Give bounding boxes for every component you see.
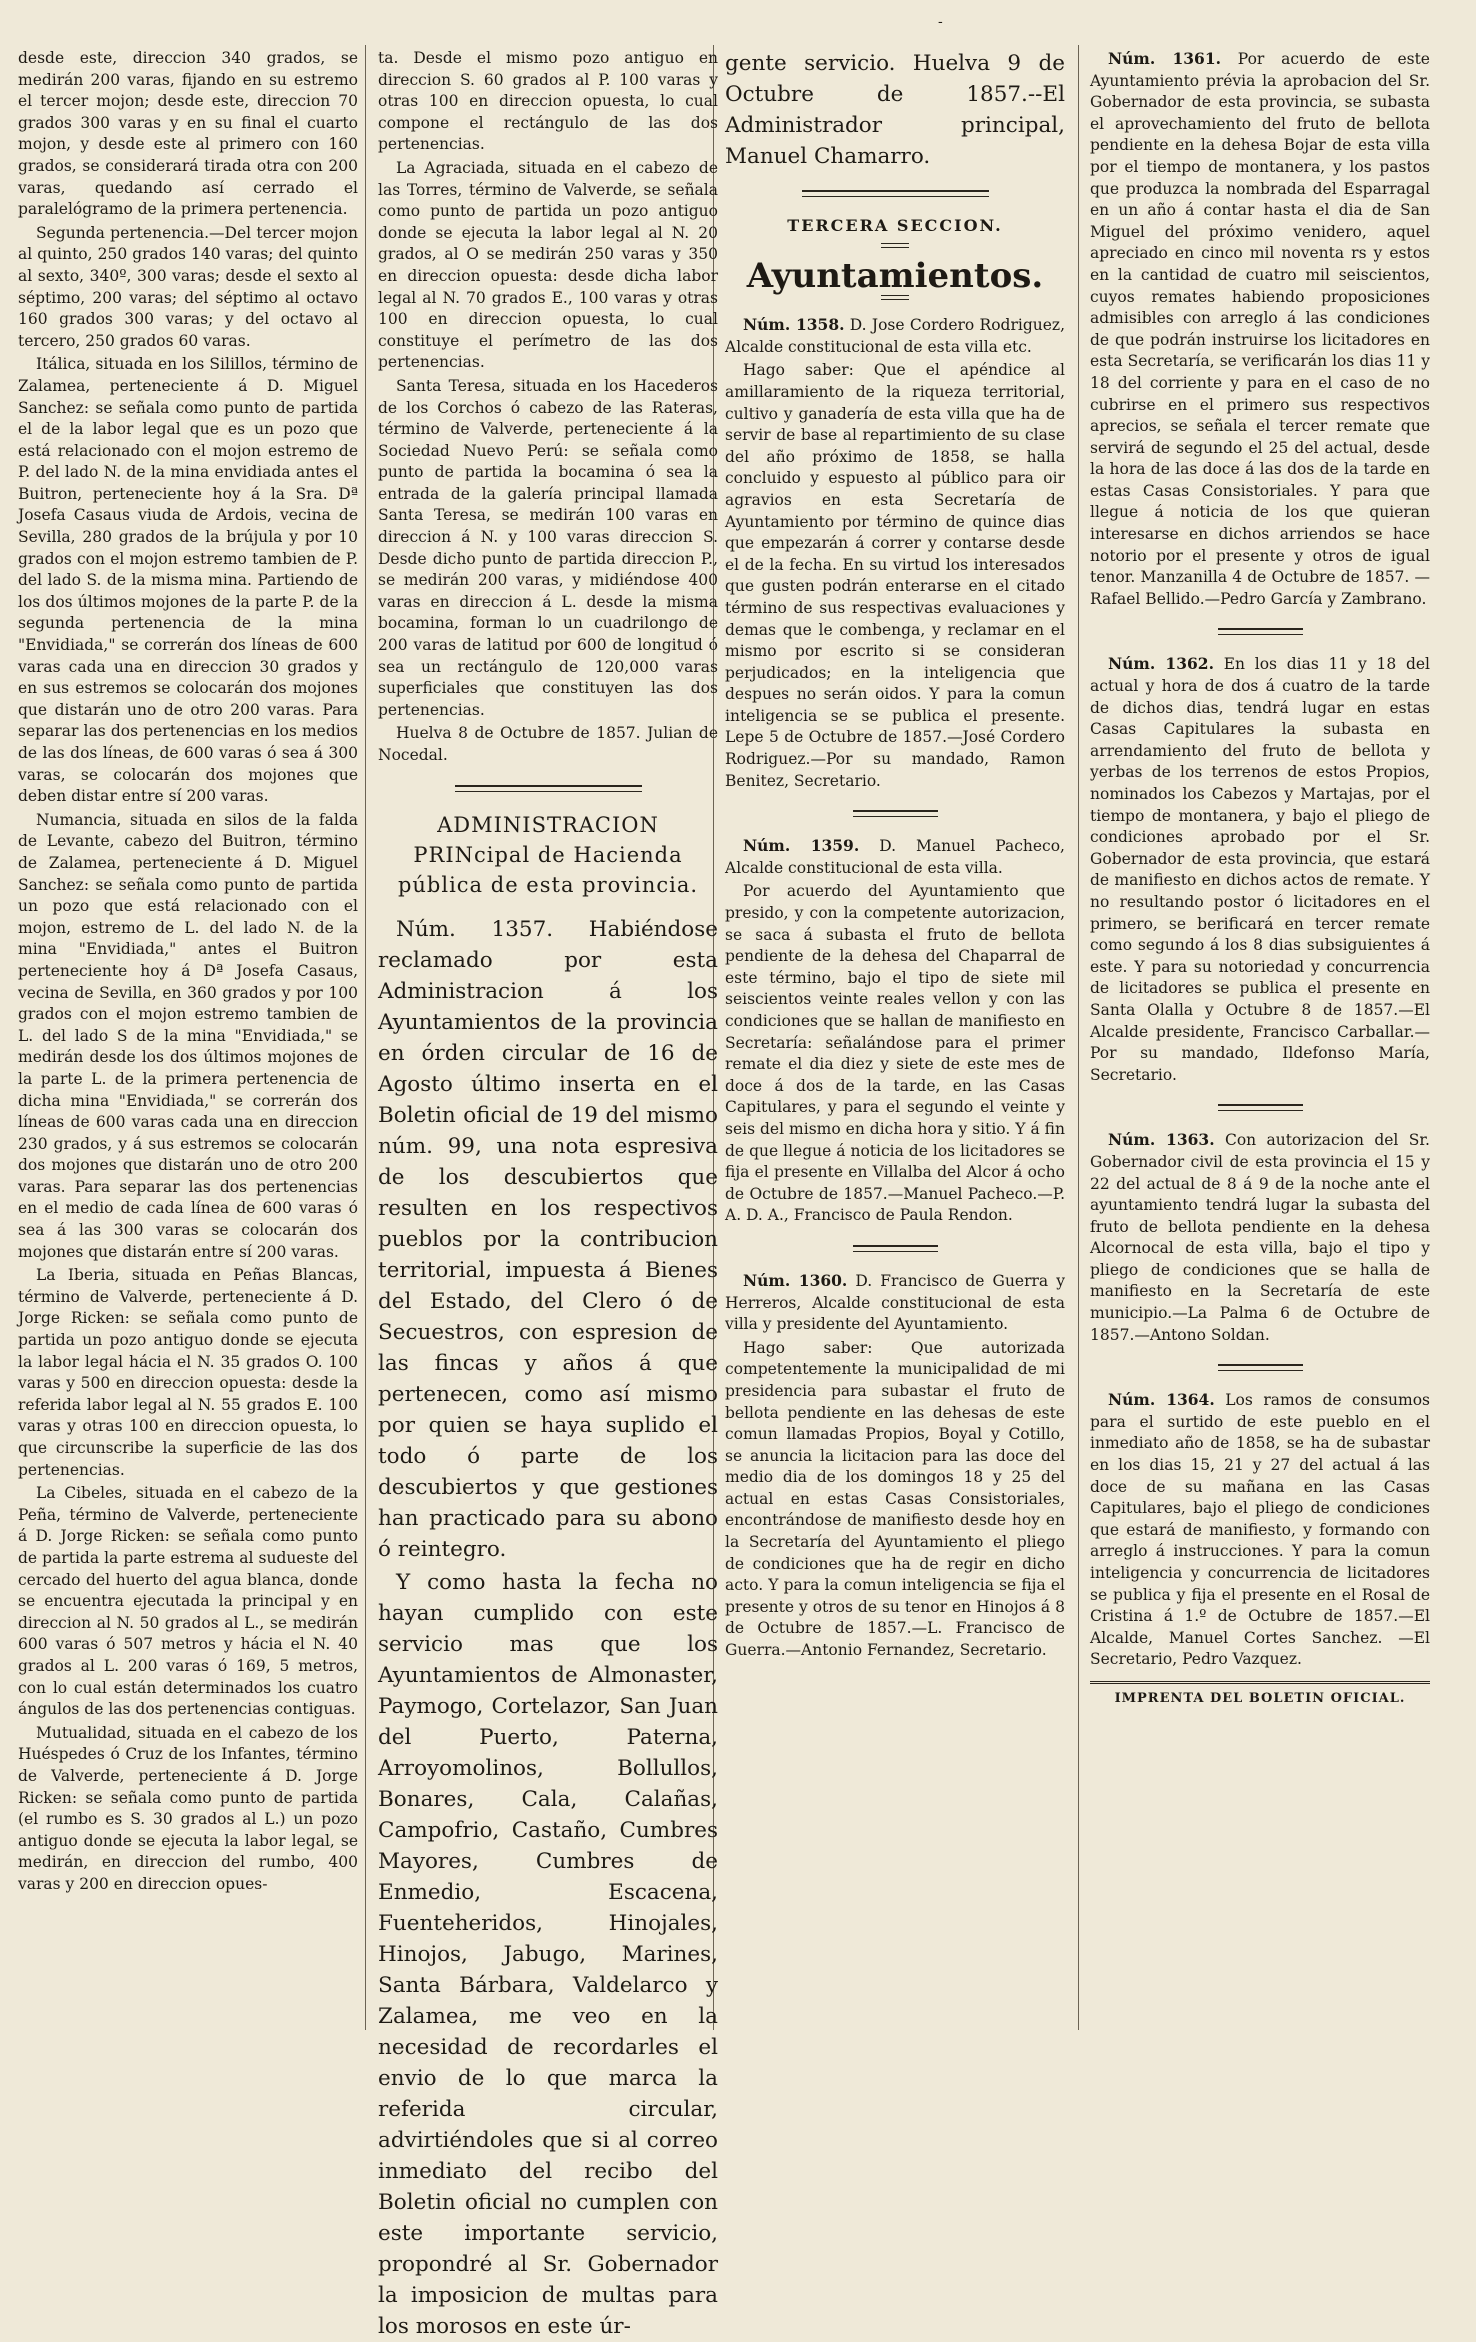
paragraph: La Cibeles, situada en el cabezo de la Peña, término de Valverde, perteneciente á D. Jorge Ricken: se señala como punto de partida la parte estrema al sudueste del cercado del huerto del agua blanca, donde se encuentra ejecutada la principal y en direccion al N. 50 grados al L., se medirán 600 varas ó 507 metros y hácia el N. 40 grados al L. 200 varas ó 169, 5 metros, con lo cual están determinados los cuatro ángulos de las dos pertenencias contiguas. xyxy=(18,1484,358,1719)
notice-number: Núm. 1362. xyxy=(1108,654,1214,674)
notice-number: Núm. 1360. xyxy=(743,1270,848,1290)
notice-1357 xyxy=(378,914,718,1565)
small-rule xyxy=(881,243,909,248)
notice-1362 xyxy=(1090,653,1430,1086)
paragraph: D. Francisco de Guerra y Herreros, Alcalde constitucional de esta villa y presidente del Ayuntamiento. xyxy=(725,1271,1065,1334)
paragraph: Numancia, situada en silos de la falda de Levante, cabezo del Buitron, término de Zalamea, perteneciente á D. Miguel Sanchez: se señala como punto de partida un pozo que está relacionado con el mojon, estremo de L. del lado N. de la mina "Envidiada," antes el Buitron perteneciente hoy á Dª Josefa Casaus, vecina de Sevilla, en 360 grados y por 100 grados con el mojon estremo tambien de L. del lado S de la mina "Envidiada," se medirán desde los dos últimos mojones de la parte L. de la primera pertenencia de dicha mina "Envidiada," se correrán dos líneas de 600 varas cada una en direccion 230 grados, y á sus estremos se colocarán dos mojones que distarán uno de otro 200 varas. Para separar las dos pertenencias en el medio de cada línea de 600 varas ó sea á las 300 varas se colocarán dos mojones que distarán entre sí 200 varas. xyxy=(18,810,358,1261)
column-2 xyxy=(378,48,718,2339)
notice-number: Núm. 1364. xyxy=(1108,1390,1215,1410)
paragraph: En los dias 11 y 18 del actual y hora de dos á cuatro de la tarde de dichos dias, tendrá lugar en estas Casas Capitulares la subasta en arrendamiento del fruto de bellota y yerbas de los terrenos de estos Propios, nominados los Cabezos y Martajas, por el tiempo de montanera, y bajo el pliego de condiciones aprobado por el Sr. Gobernador de esta provincia, que estará de manifiesto en dichos actos de remate. Y no resultando postor ó licitadores en el primero, se berificará en tercer remate como segundo á los 8 dias subsiguientes á este. Y para su notoriedad y concurrencia de licitadores se publica el presente en Santa Olalla y Octubre 8 de 1857.—El Alcalde presidente, Francisco Carballar.—Por su mandado, Ildefonso María, Secretario. xyxy=(1090,655,1430,1084)
paragraph: Habiéndose reclamado por esta Administracion á los Ayuntamientos de la provincia en órden circular de 16 de Agosto último inserta en el Boletin oficial de 19 del mismo núm. 99, una nota espresiva de los descubiertos que resulten en los respectivos pueblos por la contribucion territorial, impuesta á Bienes del Estado, del Clero ó de Secuestros, con espresion de las fincas y años á que pertenecen, como así mismo por quien se haya suplido el todo ó parte de los descubiertos y que gestiones han practicado para su abono ó reintegro. xyxy=(378,916,718,1562)
notice-number: Núm. 1358. xyxy=(743,315,845,335)
notice-1358 xyxy=(725,314,1065,358)
paragraph: Mutualidad, situada en el cabezo de los Huéspedes ó Cruz de los Infantes, término de Valverde, perteneciente á D. Jorge Ricken: se señala como punto de partida (el rumbo es S. 30 grados al L.) un pozo antiguo donde se ejecuta la labor legal, se medirán, en direccion del rumbo, 400 varas y 200 en direccion opues- xyxy=(18,1723,358,1893)
paragraph: La Agraciada, situada en el cabezo de las Torres, término de Valverde, se señala como punto de partida un pozo antiguo donde se ejecuta la labor legal al N. 20 grados, al O se medirán 250 varas y 350 en direccion opuesta: desde dicha labor legal al N. 70 grados E., 100 varas y otras 100 en direccion opuesta, lo cual constituye el perímetro de las dos pertenencias. xyxy=(378,158,718,372)
section-heading: TERCERA SECCION. xyxy=(787,216,1003,235)
notice-number: Núm. 1359. xyxy=(743,836,860,856)
column-1 xyxy=(18,48,358,2028)
notice-rule xyxy=(1218,1364,1303,1371)
paragraph: Segunda pertenencia.—Del tercer mojon al quinto, 250 grados 140 varas; del quinto al sexto, 340º, 300 varas; desde el sexto al séptimo, 200 varas; del séptimo al octavo 160 grados 300 varas; y del octavo al tercero, 250 grados 60 varas. xyxy=(18,223,358,350)
paragraph: Por acuerdo del Ayuntamiento que presido, y con la competente autorizacion, se saca á subasta el fruto de bellota pendiente de la dehesa del Chaparral de este término, bajo el tipo de siete mil seiscientos veinte reales vellon y con las condiciones que se hallan de manifiesto en Secretaría: señalándose para el primer remate el dia diez y siete de este mes de doce á dos de la tarde, en las Casas Capitulares, y para el segundo el veinte y seis del mismo en dicha hora y sitio. Y á fin de que llegue á noticia de los licitadores se fija el presente en Villalba del Alcor á ocho de Octubre de 1857.—Manuel Pacheco.—P. A. D. A., Francisco de Paula Rendon. xyxy=(725,882,1065,1225)
paragraph: Y como hasta la fecha no hayan cumplido con este servicio mas que los Ayuntamientos de Almonaster, Paymogo, Cortelazor, San Juan del Puerto, Paterna, Arroyomolinos, Bollullos, Bonares, Cala, Calañas, Campofrio, Castaño, Cumbres Mayores, Cumbres de Enmedio, Escacena, Fuenteheridos, Hinojales, Hinojos, Jabugo, Marines, Santa Bárbara, Valdelarco y Zalamea, me veo en la necesidad de recordarles el envio de lo que marca la referida circular, advirtiéndoles que si al correo inmediato del recibo del Boletin oficial no cumplen con este importante servicio, propondré al Sr. Gobernador la imposicion de multas para los morosos en este úr- xyxy=(378,1569,718,2339)
notice-1359 xyxy=(725,835,1065,879)
paragraph: Itálica, situada en los Silillos, término de Zalamea, perteneciente á D. Miguel Sanchez: se señala como punto de partida el de la labor legal que es un pozo que está relacionado con el mojon estremo de P. del lado N. de la mina envidiada antes el Buitron, perteneciente hoy á la Sra. Dª Josefa Casaus viuda de Ardois, vecina de Sevilla, 280 grados de la brújula y por 10 grados con el mojon estremo tambien de P. del lado S. de la misma mina. Partiendo de los dos últimos mojones de la parte P. de la segunda pertenencia de la mina "Envidiada," se correrán dos líneas de 600 varas cada una en direccion 30 grados y en sus estremos se colocarán dos mojones que distarán uno de otro 200 varas. Para separar las dos pertenencias en los medios de las dos líneas, de 600 varas ó sea á 300 varas, se colocarán dos mojones que deben distar entre sí 200 varas. xyxy=(18,355,358,806)
paragraph: gente servicio. Huelva 9 de Octubre de 1857.--El Administrador principal, Manuel Chamarro. xyxy=(725,51,1065,169)
paragraph: Por acuerdo de este Ayuntamiento prévia la aprobacion del Sr. Gobernador de esta provincia, se subasta el aprovechamiento del fruto de bellota pendiente en la dehesa Bojar de esta villa por el tiempo de montanera, y los pastos que produzca la nombrada del Esparragal en un año á contar hasta el dia de San Miguel del próximo venidero, aquel apreciado en cinco mil noventa rs y estos en la cantidad de cuatro mil seiscientos, cuyos remates habiendo proposiciones admisibles con arreglo á las condiciones de que podrán instruirse los licitadores en esta Secretaría, se verificarán los dias 11 y 18 del corriente y para en el caso de no cubrirse en el primero sus respectivos aprecios, se señala el tercer remate que servirá de segundo el 25 del actual, desde la hora de las doce á las dos de la tarde en estas Casas Consistoriales. Y para que llegue á noticia de los que quieran interesarse en dichos arriendos se hace notorio por el presente y otros de igual tenor. Manzanilla 4 de Octubre de 1857. —Rafael Bellido.—Pedro García y Zambrano. xyxy=(1090,50,1430,608)
notice-rule xyxy=(1218,628,1303,635)
notice-number: Núm. 1357. xyxy=(396,916,554,942)
column-4 xyxy=(1090,48,1430,2028)
column-3 xyxy=(725,48,1065,2028)
paragraph: Santa Teresa, situada en los Hacederos de los Corchos ó cabezo de las Rateras, término de Valverde, perteneciente á la Sociedad Nuevo Perú: se señala como punto de partida la bocamina ó sea la entrada de la galería principal llamada Santa Teresa, se medirán 100 varas en direccion á N. y 100 varas direccion S. Desde dicho punto de partida direccion P., se medirán 200 varas, y midiéndose 400 varas en direccion á L. desde la misma bocamina, forman lo un cuadrilongo de 200 varas de latitud por 600 de longitud ó sea un rectángulo de 120,000 varas superficiales que constituyen las dos pertenencias. xyxy=(378,376,718,719)
notice-1363 xyxy=(1090,1129,1430,1346)
signature-line: Huelva 8 de Octubre de 1857. Julian de Nocedal. xyxy=(378,724,718,764)
section-rule xyxy=(802,190,989,197)
paragraph: La Iberia, situada en Peñas Blancas, término de Valverde, perteneciente á D. Jorge Ricken: se señala como punto de partida un pozo antiguo donde se ejecuta la labor legal hácia el N. 35 grados O. 100 varas y 500 en direccion opuesta: desde la referida labor legal al N. 55 grados E. 100 varas y otras 100 en direccion opuesta, lo que circunscribe la superficie de las dos pertenencias. xyxy=(18,1266,358,1479)
notice-1360 xyxy=(725,1270,1065,1336)
paragraph: ta. Desde el mismo pozo antiguo en direccion S. 60 grados al P. 100 varas y otras 100 en direccion opuesta, lo cual compone el rectángulo de las dos pertenencias. xyxy=(378,49,718,154)
paragraph: D. Jose Cordero Rodriguez, Alcalde constitucional de esta villa etc. xyxy=(725,316,1065,356)
column-divider xyxy=(365,45,366,2030)
paragraph: Hago saber: Que el apéndice al amillaramiento de la riqueza territorial, cultivo y ganadería de esta villa que ha de servir de base al repartimiento de su clase del año próximo de 1858, se halla concluido y espuesto al público para oir agravios en esta Secretaría de Ayuntamiento por término de quince dias que empezarán á correr y contarse desde el de la fecha. En su virtud los interesados que gusten podrán enterarse en el citado término de sus respectivas evaluaciones y demas que le combenga, y reclamar en el mismo por escrito si se consideran perjudicados; en la inteligencia que despues no serán oidos. Y para la comun inteligencia se se publica el presente. Lepe 5 de Octubre de 1857.—José Cordero Rodriguez.—Por su mandado, Ramon Benitez, Secretario. xyxy=(725,361,1065,790)
paragraph: desde este, direccion 340 grados, se medirán 200 varas, fijando en su estremo el tercer mojon; desde este, direccion 70 grados 300 varas y en su final el cuarto mojon, y desde este al primero con 160 grados, se considerará tirada otra con 200 varas, quedando así cerrado el paralelógramo de la primera pertenencia. xyxy=(18,49,358,219)
printer-imprint: IMPRENTA DEL BOLETIN OFICIAL. xyxy=(1090,1681,1430,1710)
small-rule xyxy=(881,295,909,300)
ayuntamientos-title: Ayuntamientos. xyxy=(746,255,1044,296)
notice-number: Núm. 1361. xyxy=(1108,49,1222,68)
notice-1361 xyxy=(1090,48,1430,610)
notice-rule xyxy=(853,1245,938,1252)
administracion-heading: ADMINISTRACION PRINcipal de Hacienda pública de esta provincia. xyxy=(397,812,699,897)
notice-1364 xyxy=(1090,1389,1430,1671)
paragraph: D. Manuel Pacheco, Alcalde constitucional de esta villa. xyxy=(725,837,1065,877)
paragraph: Hago saber: Que autorizada competentemente la municipalidad de mi presidencia para subastar el fruto de bellota pendiente en las dehesas de este comun llamadas Propios, Boyal y Cotillo, se anuncia la licitacion para las doce del medio dia de los domingos 18 y 25 del actual en estas Casas Consistoriales, encontrándose de manifiesto desde hoy en la Secretaría del Ayuntamiento el pliego de condiciones que ha de regir en dicho acto. Y para la comun inteligencia se fija el presente y otros de su tenor en Hinojos á 8 de Octubre de 1857.—L. Francisco de Guerra.—Antonio Fernandez, Secretario. xyxy=(725,1338,1065,1660)
paragraph: Con autorizacion del Sr. Gobernador civil de esta provincia el 15 y 22 del actual de 8 á 9 de la noche ante el ayuntamiento tendrá lugar la subasta del fruto de bellota pendiente en la dehesa Alcornocal de esta villa, bajo el tipo y pliego de condiciones que se halla de manifiesto en la Secretaría de este municipio.—La Palma 6 de Octubre de 1857.—Antono Soldan. xyxy=(1090,1131,1430,1344)
notice-rule xyxy=(853,810,938,817)
section-rule xyxy=(455,785,642,792)
notice-rule xyxy=(1218,1104,1303,1111)
column-divider xyxy=(1078,45,1079,2030)
top-dash: - xyxy=(938,14,943,30)
paragraph: Los ramos de consumos para el surtido de este pueblo en el inmediato año de 1858, se ha de subastar en los dias 15, 21 y 27 del actual á las doce de su mañana en las Casas Capitulares, bajo el pliego de condiciones que estará de manifiesto, y formando con arreglo á instrucciones. Y para la comun inteligencia y concurrencia de licitadores se publica y fija el presente en el Rosal de Cristina á 1.º de Octubre de 1857.—El Alcalde, Manuel Cortes Sanchez. —El Secretario, Pedro Vazquez. xyxy=(1090,1391,1430,1669)
notice-number: Núm. 1363. xyxy=(1108,1130,1215,1150)
